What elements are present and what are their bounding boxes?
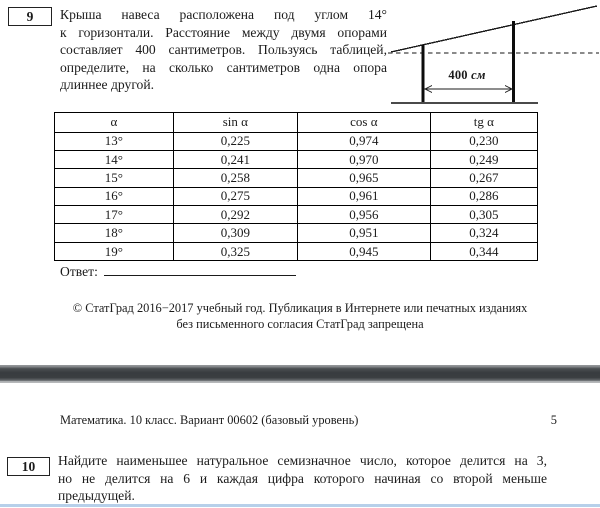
problem-10-number: 10 — [21, 458, 36, 474]
distance-value: 400 — [448, 68, 468, 82]
problem-9-line: определите, на сколько сантиметров одна опора — [60, 59, 387, 75]
problem-10-line: предыдущей. — [58, 488, 135, 504]
table-row — [55, 187, 538, 205]
cell-angle: 19° — [55, 242, 174, 260]
cell-angle: 16° — [55, 187, 174, 205]
copyright-notice — [0, 301, 600, 332]
col-header-cos: cos α — [297, 113, 430, 133]
cell-cos: 0,970 — [297, 150, 430, 168]
copyright-line-1: © СтатГрад 2016−2017 учебный год. Публикация в Интернете или печатных изданиях — [72, 301, 528, 315]
table-row — [55, 150, 538, 168]
problem-10-line: но не делится на 6 и каждая цифра которого начиная со второй меньше — [58, 470, 547, 486]
problem-10-number-box — [7, 457, 50, 476]
cell-tg: 0,305 — [430, 206, 537, 224]
table-row — [55, 242, 538, 260]
cell-cos: 0,951 — [297, 224, 430, 242]
cell-cos: 0,956 — [297, 206, 430, 224]
cell-cos: 0,965 — [297, 169, 430, 187]
cell-sin: 0,292 — [173, 206, 297, 224]
problem-9-line: составляет 400 сантиметров. Пользуясь таблицей, — [60, 42, 387, 58]
col-header-sin: sin α — [173, 113, 297, 133]
cell-tg: 0,249 — [430, 150, 537, 168]
distance-unit: см — [471, 68, 486, 82]
cell-sin: 0,275 — [173, 187, 297, 205]
trig-table — [54, 112, 538, 261]
cell-tg: 0,344 — [430, 242, 537, 260]
col-header-alpha: α — [55, 113, 174, 133]
cell-cos: 0,974 — [297, 132, 430, 150]
page-number: 5 — [550, 413, 557, 427]
trig-table-header-row — [55, 113, 538, 133]
col-header-tg: tg α — [430, 113, 537, 133]
running-head-title: Математика. 10 класс. Вариант 00602 (базовый уровень) — [60, 413, 359, 427]
cell-sin: 0,309 — [173, 224, 297, 242]
table-row — [55, 169, 538, 187]
problem-9-number: 9 — [26, 8, 34, 24]
problem-10-text — [58, 452, 547, 505]
cell-sin: 0,225 — [173, 132, 297, 150]
problem-9-line: длиннее другой. — [60, 77, 155, 93]
answer-blank — [104, 262, 296, 276]
roof-figure — [386, 2, 600, 108]
cell-angle: 14° — [55, 150, 174, 168]
cell-cos: 0,945 — [297, 242, 430, 260]
problem-9-text — [60, 6, 387, 94]
table-row — [55, 206, 538, 224]
problem-10-line: Найдите наименьшее натуральное семизначное число, которое делится на 3, — [58, 453, 547, 468]
page-separator-bar — [0, 365, 600, 383]
copyright-line-2: без письменного согласия СтатГрад запрещена — [176, 316, 424, 331]
problem-9-line: Крыша навеса расположена под углом 14° — [60, 7, 387, 22]
answer-label: Ответ: — [60, 264, 98, 279]
cell-sin: 0,258 — [173, 169, 297, 187]
answer-row — [60, 262, 296, 280]
roof-figure-drawing — [386, 2, 600, 108]
problem-9-number-box — [8, 7, 52, 26]
running-head — [60, 413, 557, 428]
cell-tg: 0,324 — [430, 224, 537, 242]
cell-tg: 0,230 — [430, 132, 537, 150]
table-row — [55, 224, 538, 242]
cell-tg: 0,286 — [430, 187, 537, 205]
cell-angle: 17° — [55, 206, 174, 224]
cell-sin: 0,241 — [173, 150, 297, 168]
cell-angle: 18° — [55, 224, 174, 242]
problem-9-line: к горизонтали. Расстояние между двумя опорами — [60, 24, 387, 40]
distance-label — [426, 68, 508, 83]
cell-cos: 0,961 — [297, 187, 430, 205]
table-row — [55, 132, 538, 150]
cell-sin: 0,325 — [173, 242, 297, 260]
cell-tg: 0,267 — [430, 169, 537, 187]
cell-angle: 15° — [55, 169, 174, 187]
cell-angle: 13° — [55, 132, 174, 150]
bottom-highlight-line — [0, 504, 600, 507]
